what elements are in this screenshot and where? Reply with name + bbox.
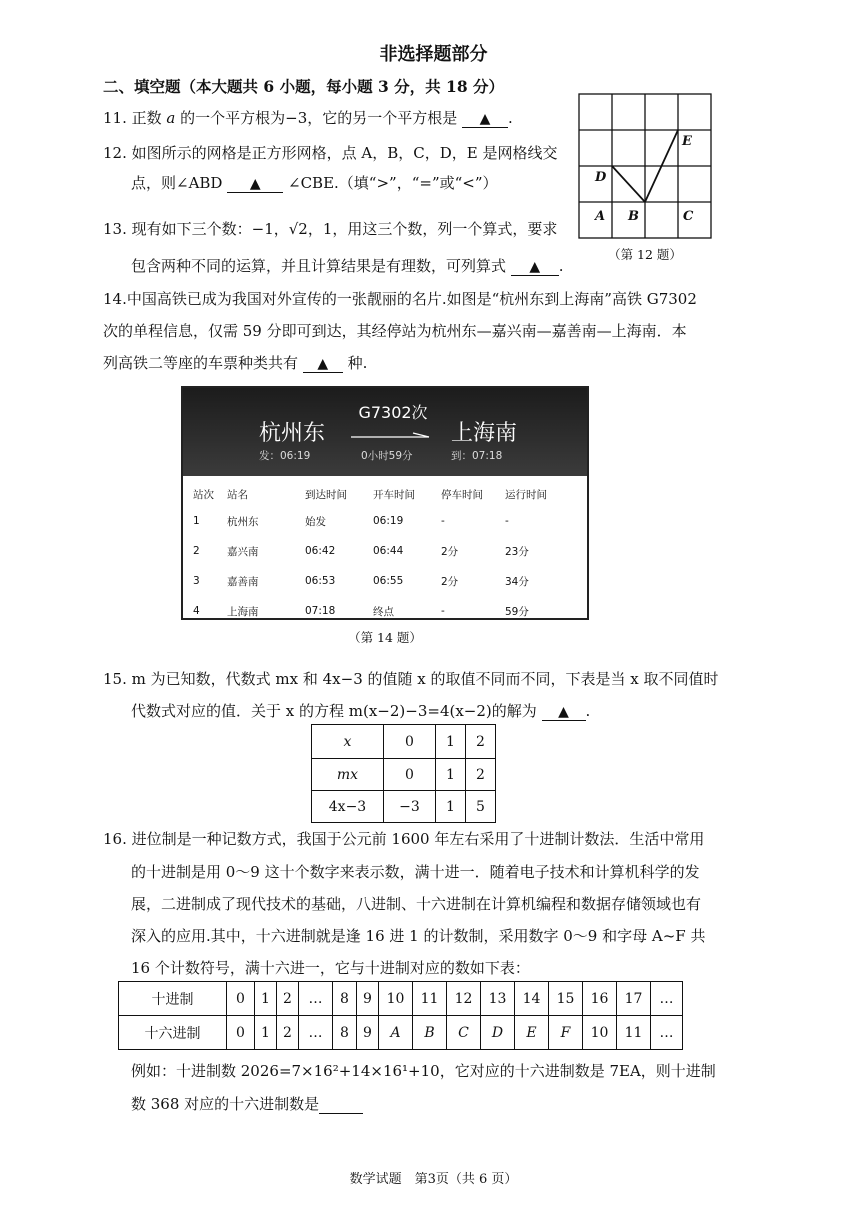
question-14-line1: 14.中国高铁已成为我国对外宣传的一张靓丽的名片.如图是“杭州东到上海南”高铁 G7302: [103, 290, 697, 308]
table-row: 4 上海南 07:18 终点 - 59分: [193, 605, 529, 618]
train-caption: （第 14 题）: [348, 630, 422, 645]
question-16-line2: 的十进制是用 0～9 这十个数字来表示数，满十进一．随着电子技术和计算机科学的发: [131, 863, 700, 881]
question-16-line5: 16 个计数符号，满十六进一，它与十进制对应的数如下表：: [131, 959, 530, 977]
point-b-label: B: [628, 209, 639, 224]
question-15-line2: 代数式对应的值．关于 x 的方程 m(x−2)−3=4(x−2)的解为 ▲ .: [131, 702, 591, 720]
question-15-line1: 15. m 为已知数，代数式 mx 和 4x−3 的值随 x 的取值不同而不同，下表是当 x 取不同值时: [103, 670, 719, 688]
question-16-line3: 展，二进制成了现代技术的基础，八进制、十六进制在计算机编程和数据存储领域也有: [131, 895, 702, 913]
point-a-label: A: [595, 209, 606, 224]
table-row: 3 嘉善南 06:53 06:55 2分 34分: [193, 575, 529, 588]
grid-svg: [578, 93, 712, 239]
table-row: 十进制 0 1 2 … 8 9 10 11 12 13 14 15 16 17 …: [119, 982, 683, 1016]
to-station: 上海南: [451, 421, 518, 446]
answer-blank: ▲: [511, 257, 559, 276]
section-heading: 二、填空题（本大题共 6 小题，每小题 3 分，共 18 分）: [103, 77, 505, 96]
answer-blank: ▲: [542, 702, 586, 721]
answer-blank: ▲: [303, 354, 343, 373]
question-16-example-line2: 数 368 对应的十六进制数是: [131, 1093, 363, 1114]
page-footer: 数学试题 第3页（共 6 页）: [349, 1172, 518, 1187]
train-stops-table: 站次 站名 到达时间 开车时间 停车时间 运行时间 1 杭州东 始发 06:19 - - 2 嘉兴南 06:42 06:44 2分 23分 3 嘉善南 06:53 06:55 2分 34分 4 上海南 07:18 终点 - 59分: [193, 482, 575, 620]
answer-blank: ▲: [462, 109, 508, 128]
duration: 0小时59分: [361, 450, 413, 462]
question-16-line4: 深入的应用.其中，十六进制就是逢 16 进 1 的计数制，采用数字 0～9 和字母 A~F 共: [131, 927, 706, 945]
question-13-line1: 13. 现有如下三个数：−1，√2，1，用这三个数，列一个算式，要求: [103, 220, 558, 238]
question-14-line3: 列高铁二等座的车票种类共有 ▲ 种.: [103, 354, 368, 372]
question-11: 11. 正数 a 的一个平方根为−3，它的另一个平方根是 ▲ .: [103, 109, 513, 127]
answer-blank: [319, 1095, 363, 1114]
grid-caption: （第 12 题）: [608, 247, 682, 262]
question-16-line1: 16. 进位制是一种记数方式，我国于公元前 1600 年左右采用了十进制计数法．生活中常用: [103, 830, 705, 848]
point-e-label: E: [682, 134, 692, 149]
answer-blank: ▲: [227, 174, 283, 193]
base-conversion-table: [118, 981, 683, 1050]
point-d-label: D: [595, 170, 607, 185]
depart-time: 发：06:19: [259, 450, 311, 462]
train-schedule-card: [181, 386, 589, 620]
arrive-time: 到：07:18: [451, 450, 503, 462]
from-station: 杭州东: [259, 421, 326, 446]
question-16-example-line1: 例如：十进制数 2026=7×16²+14×16¹+10，它对应的十六进制数是 7EA，则十进制: [131, 1062, 716, 1080]
question-13-line2: 包含两种不同的运算，并且计算结果是有理数，可列算式 ▲ .: [131, 257, 564, 275]
table-row: 2 嘉兴南 06:42 06:44 2分 23分: [193, 545, 529, 558]
point-c-label: C: [683, 209, 694, 224]
table-row: 1 杭州东 始发 06:19 - -: [193, 515, 509, 528]
table-row: x 0 1 2: [312, 725, 496, 759]
table-row: 4x−3 −3 1 5: [312, 791, 496, 823]
q11-number: 11.: [103, 109, 127, 127]
question-12-line1: 12. 如图所示的网格是正方形网格，点 A，B，C，D，E 是网格线交: [103, 144, 558, 162]
question-12-line2: 点，则∠ABD ▲ ∠CBE.（填“>”，“=”或“<”）: [131, 174, 498, 192]
table-row: mx 0 1 2: [312, 759, 496, 791]
train-card-header: [183, 388, 587, 476]
table-row: 十六进制 0 1 2 … 8 9 A B C D E F 10 11 …: [119, 1016, 683, 1050]
train-number: G7302次: [358, 403, 428, 422]
page-title: 非选择题部分: [379, 44, 488, 65]
arrow-icon: [351, 432, 431, 438]
values-table: [311, 724, 496, 823]
question-14-line2: 次的单程信息，仅需 59 分即可到达，其经停站为杭州东—嘉兴南—嘉善南—上海南．本: [103, 322, 687, 340]
grid-figure: [578, 93, 712, 241]
